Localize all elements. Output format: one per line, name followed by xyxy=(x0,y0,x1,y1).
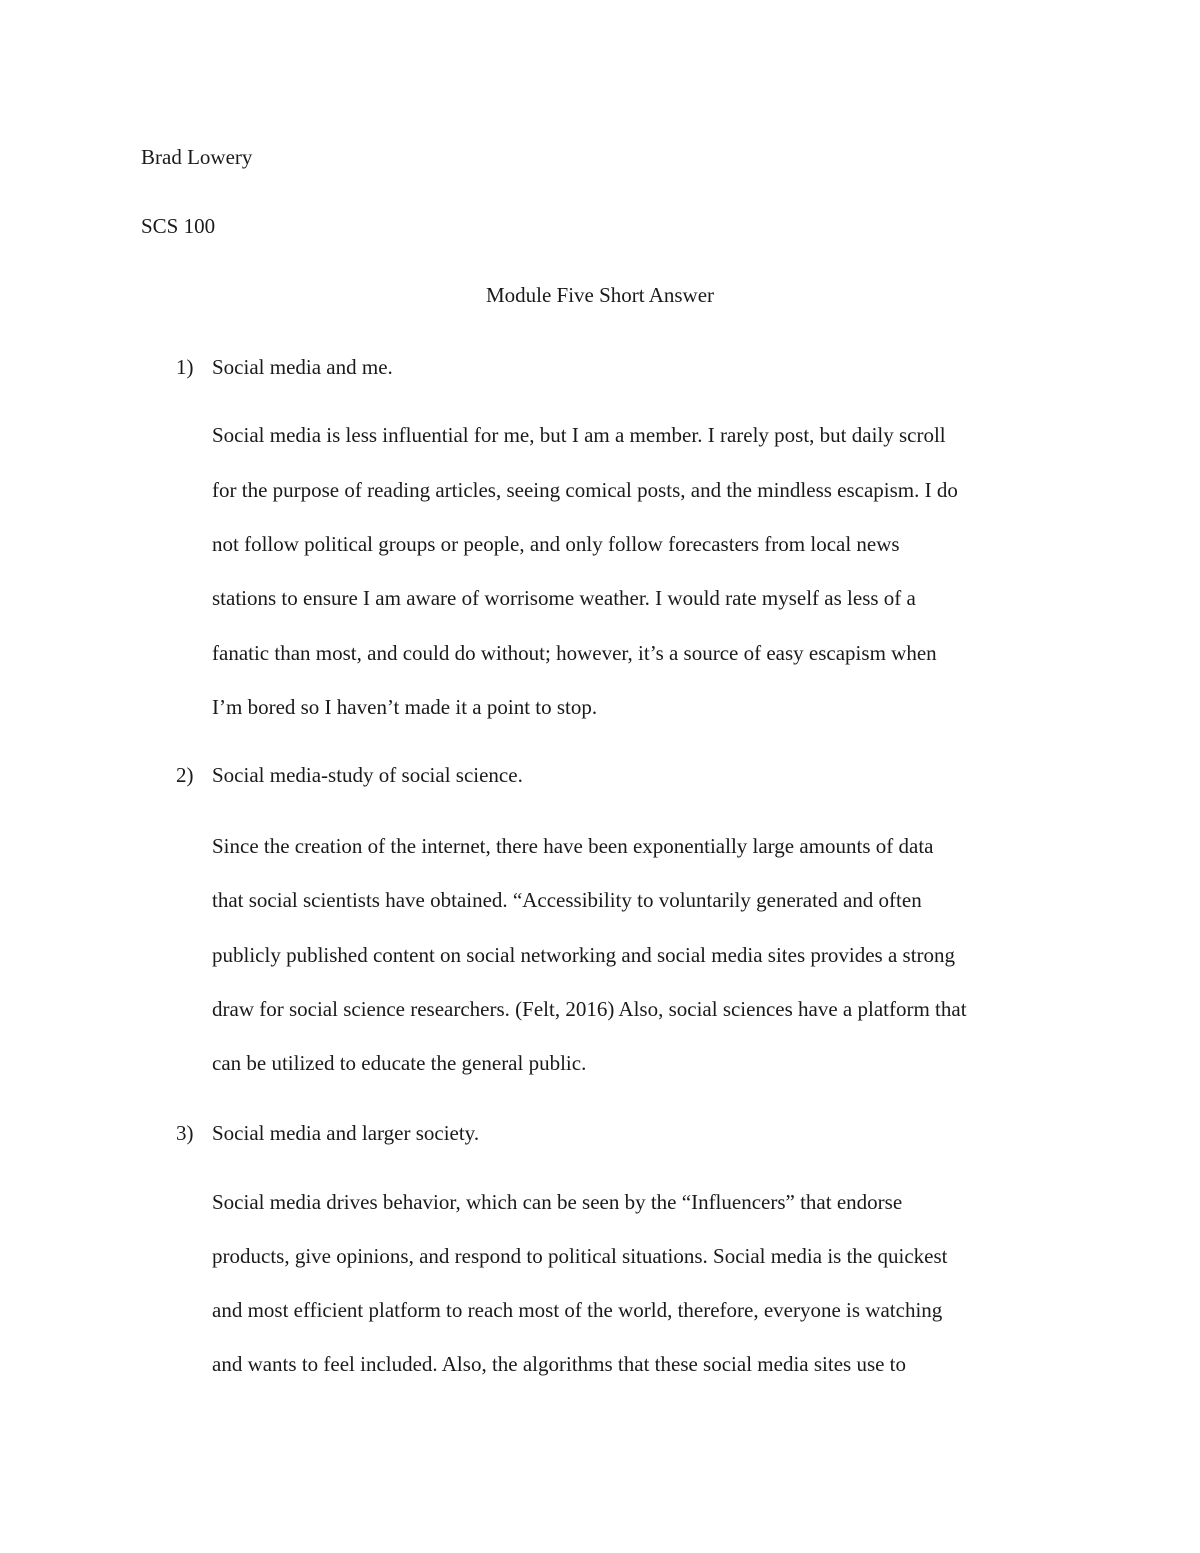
answer-line: can be utilized to educate the general public. xyxy=(212,1051,587,1075)
question-number: 2) xyxy=(176,763,194,787)
answer-line: publicly published content on social networking and social media sites provides a strong xyxy=(212,943,956,967)
answer-line: and wants to feel included. Also, the algorithms that these social media sites use to xyxy=(212,1352,907,1376)
answer-line: Social media is less influential for me, but I am a member. I rarely post, but daily scroll xyxy=(212,423,946,447)
answer-line: products, give opinions, and respond to political situations. Social media is the quickest xyxy=(212,1244,948,1268)
course-code: SCS 100 xyxy=(141,214,216,238)
question-prompt: Social media and larger society. xyxy=(212,1121,480,1145)
question-number: 3) xyxy=(176,1121,194,1145)
answer-line: stations to ensure I am aware of worrisome weather. I would rate myself as less of a xyxy=(212,586,916,610)
answer-line: I’m bored so I haven’t made it a point to stop. xyxy=(212,695,598,719)
answer-line: that social scientists have obtained. “Accessibility to voluntarily generated and often xyxy=(212,888,922,912)
question-prompt: Social media and me. xyxy=(212,355,393,379)
answer-line: not follow political groups or people, and only follow forecasters from local news xyxy=(212,532,900,556)
answer-line: Since the creation of the internet, there have been exponentially large amounts of data xyxy=(212,834,934,858)
answer-line: for the purpose of reading articles, seeing comical posts, and the mindless escapism. I do xyxy=(212,478,958,502)
answer-line: and most efficient platform to reach most of the world, therefore, everyone is watching xyxy=(212,1298,943,1322)
answer-line: draw for social science researchers. (Felt, 2016) Also, social sciences have a platform that xyxy=(212,997,967,1021)
author-name: Brad Lowery xyxy=(141,145,253,169)
answer-line: Social media drives behavior, which can be seen by the “Influencers” that endorse xyxy=(212,1190,903,1214)
question-prompt: Social media-study of social science. xyxy=(212,763,523,787)
answer-line: fanatic than most, and could do without; however, it’s a source of easy escapism when xyxy=(212,641,937,665)
document-title: Module Five Short Answer xyxy=(485,283,715,307)
question-number: 1) xyxy=(176,355,194,379)
